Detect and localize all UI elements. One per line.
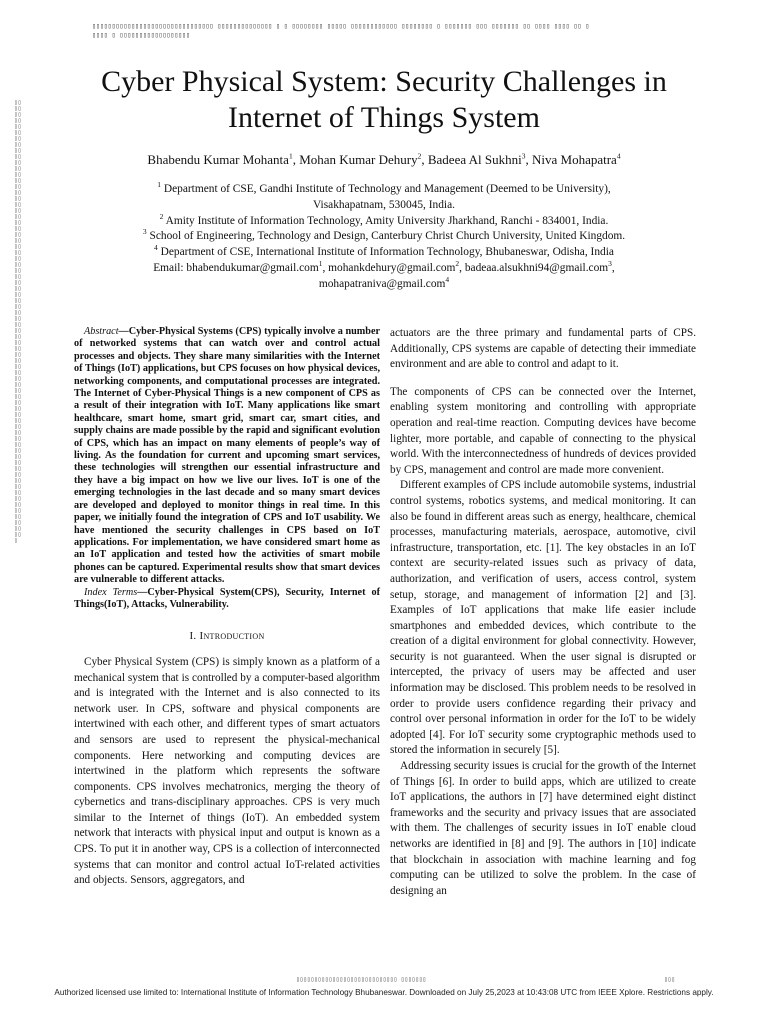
- footer-page-info: ▯▯▯▯▯▯▯▯▯▯▯▯▯▯▯▯▯▯▯▯▯▯▯▯▯▯▯▯ ▯▯▯▯▯▯▯: [296, 976, 427, 983]
- author-sup: 2: [417, 151, 422, 161]
- author-sup: 3: [521, 151, 526, 161]
- email-address: badeaa.alsukhni94@gmail.com: [464, 261, 609, 274]
- affiliation-1: [80, 182, 688, 198]
- email-address: bhabendukumar@gmail.com: [186, 261, 319, 274]
- affiliation-4: [80, 245, 688, 261]
- email-sup: 4: [445, 274, 450, 284]
- affiliation-sup: 1: [157, 180, 161, 190]
- conference-header: ▯▯▯▯▯▯▯▯▯▯▯▯▯▯▯▯▯▯▯▯▯▯▯▯▯▯▯▯▯▯▯ ▯▯▯▯▯▯▯▯▯▯▯▯▯▯ ▯ ▯ ▯▯▯▯▯▯▯▯ ▯▯▯▯▯ ▯▯▯▯▯▯▯▯▯▯▯▯ ▯▯▯▯▯▯▯▯ ▯ ▯▯▯▯▯▯▯ ▯▯▯ ▯▯▯▯▯▯▯ ▯▯ ▯▯▯▯ ▯▯▯▯ ▯▯ ▯ ▯▯▯▯ ▯ ▯▯▯▯▯▯▯▯▯▯▯▯▯▯▯▯▯▯: [92, 22, 594, 39]
- affiliation-2: [80, 211, 688, 230]
- affiliation-sup: 4: [154, 243, 158, 253]
- email-sup: 1: [318, 259, 323, 269]
- abstract-lead: Abstract: [84, 326, 119, 337]
- author-name: Bhabendu Kumar Mohanta: [147, 152, 289, 167]
- author-name: Mohan Kumar Dehury: [299, 152, 418, 167]
- abstract-text: —Cyber-Physical Systems (CPS) typically involve a number of networked systems that can watch over and control actual processes and objects. They share many similarities with the Internet of Things (IoT) applications, but CPS focuses on how physical devices, networking components, and computational processes are integrated. The Internet of Cyber-Physical Things is a new component of CPS as a result of their integration with IoT. Many applications like smart healthcare, smart home, smart grid, smart car, smart cities, and supply chains are made possible by the rapid and significant evolution of CPS, which has an impact on many elements of people’s way of living. As the foundation for current and upcoming smart services, these technologies will strengthen our essential infrastructure and they have a big impact on how we live our lives. IoT is one of the emerging technologies in the last decade and so many smart devices are developed and deployed to monitor things in real time. In this paper, we initially found the integration of CPS and IoT usability. We have mentioned the security challenges in CPS based on IoT applications. For implementation, we have considered smart home as an IoT application and tested how the activities of smart mobile phones can be captured. Experimental results show that smart devices are vulnerable to different attacks.: [74, 326, 380, 586]
- email-sup: 2: [455, 259, 460, 269]
- email-label: Email:: [153, 261, 187, 274]
- index-terms-text: —Cyber-Physical System(CPS), Security, Internet of Things(IoT), Attacks, Vulnerability.: [74, 586, 380, 610]
- paper-title: Cyber Physical System: Security Challenges in Internet of Things System: [101, 65, 667, 134]
- affiliation-sup: 3: [142, 227, 147, 237]
- author-list: Bhabendu Kumar Mohanta$^1$, Mohan Kumar Dehury$^2$, Badeea Al Sukhni$^3$, Niva Mohapatra$^4$: [147, 151, 621, 167]
- author-name: Niva Mohapatra: [532, 152, 617, 167]
- index-terms: [74, 587, 380, 612]
- affiliations: [80, 182, 688, 293]
- affiliation-sup: 2: [159, 211, 164, 221]
- email-address: mohapatraniva@gmail.com: [318, 277, 446, 290]
- author-name: Badeea Al Sukhni: [427, 152, 522, 167]
- section-heading: [74, 629, 380, 645]
- affiliation-text: Department of CSE, Gandhi Institute of Technology and Management (Deemed to be University),: [163, 183, 611, 195]
- affiliation-text: School of Engineering, Technology and Design, Canterbury Christ Church University, United Kingdom.: [149, 230, 626, 243]
- body-paragraph: actuators are the three primary and fundamental parts of CPS. Additionally, CPS systems are capable of detecting their immediate environment and are able to control and adapt to it.: [390, 327, 696, 371]
- section-title: Introduction: [199, 630, 265, 643]
- body-paragraph: Different examples of CPS include automobile systems, industrial control systems, robotics systems, and medical monitoring. It can also be found in different areas such as energy, healthcare, chemical processes, manufacturing materials, aerospace, automotive, civil infrastructure, transportation, etc. [1]. The key obstacles in an IoT context are security-related issues such as privacy of data, authorization, and verification of users, access control, system setup, storage, and management of information [2] and [3]. Examples of IoT applications that make life easier include smartphones and embedded devices, which contribute to the creation of a digital environment for global connectivity. However, security is not guaranteed. When the user signal is disrupted or intercepted, the privacy of users may be affected and user information may be disclosed. This problem needs to be resolved in order to provide users confidence regarding their privacy and control over personal information in order for the IoT to be widely adopted [4]. For IoT security some cryptographic methods used to stored the information in securely [5].: [390, 479, 696, 757]
- body-paragraph: The components of CPS can be connected over the Internet, enabling system monitoring and controlling with appropriate operation and real-time reaction. Computing devices have become lighter, more portable, and capable of connecting to the physical world. With the interconnectedness of hundreds of devices provided by CPS, management and control are made more convenient.: [390, 385, 696, 476]
- abstract: [74, 326, 380, 587]
- author-sup: 4: [616, 151, 621, 161]
- affiliation-1-cont: [80, 198, 688, 214]
- author-sup: 1: [288, 151, 293, 161]
- license-notice: Authorized licensed use limited to: International Institute of Information Technology Bhubaneswar. Downloaded on July 25,2023 at 10:43:08 UTC from IEEE Xplore. Restrictions apply.: [54, 988, 714, 997]
- index-terms-lead: Index Terms: [84, 586, 138, 598]
- email-address: mohankdehury@gmail.com: [328, 261, 456, 274]
- left-margin-text: ▯▯▯▯▯▯▯▯▯▯▯▯▯▯▯▯▯▯▯▯▯▯▯▯▯▯▯▯▯▯▯▯▯▯▯▯▯▯▯▯▯▯▯▯▯▯▯▯▯▯▯▯▯▯▯▯▯▯▯▯▯▯▯▯▯▯▯▯▯▯▯▯▯▯▯▯▯▯▯▯▯▯▯▯▯▯▯▯▯▯▯▯▯▯▯▯▯▯▯▯▯▯▯▯▯▯▯▯▯▯▯▯▯▯▯▯▯▯▯▯▯▯▯▯▯▯▯▯▯▯▯▯▯▯▯▯▯▯▯▯▯▯▯▯▯▯▯: [14, 100, 22, 544]
- affiliation-text: Amity Institute of Information Technology, Amity University Jharkhand, Ranchi - 834001, India.: [165, 214, 609, 227]
- footer-page-number: ▯▯▯: [664, 976, 675, 983]
- email-line: Email: bhabendukumar@gmail.com$^1$, mohankdehury@gmail.com$^2$, badeaa.alsukhni94@gmail.com$^3$,: [153, 259, 615, 274]
- email-sup: 3: [608, 259, 612, 269]
- body-paragraph: Cyber Physical System (CPS) is simply known as a platform of a mechanical system that is controlled by a computer-based algorithm and is integrated with the Internet and is also connected to its network user. In CPS, software and physical components are intertwined with each other, and different types of smart actuators and sensors are used to represent the physical-mechanical components. Here networking and computing devices are intertwined in the platform which represents the software components. CPS involves mechatronics, merging the theory of cybernetics and trans-disciplinary approaches. CPS is very much similar to the Internet of things (IoT). An embedded system network that interacts with physical input and output is known as a CPS. To put it in another way, CPS is a collection of interconnected systems that can monitor and control actual IoT-related activities and objects. Sensors, aggregators, and: [74, 655, 380, 887]
- email-line-2: [80, 274, 688, 293]
- affiliation-text: Department of CSE, International Institute of Information Technology, Bhubaneswar, Odisha, India: [160, 246, 614, 259]
- affiliation-3: [80, 229, 688, 245]
- affiliation-text: Visakhapatnam, 530045, India.: [313, 198, 455, 211]
- section-number: I.: [189, 630, 200, 643]
- right-column: [390, 326, 696, 899]
- left-column: [74, 326, 380, 889]
- body-paragraph: Addressing security issues is crucial for the growth of the Internet of Things [6]. In order to build apps, which are utilized to create IoT applications, the authors in [7] have determined eight distinct frameworks and the security and privacy issues that are associated with them. The challenges of security issues in IoT enable cloud networks are identified in [8] and [9]. The authors in [10] indicate that blockchain in association with machine learning and fog computing can be utilized to solve the problem. In the case of designing an: [390, 760, 696, 897]
